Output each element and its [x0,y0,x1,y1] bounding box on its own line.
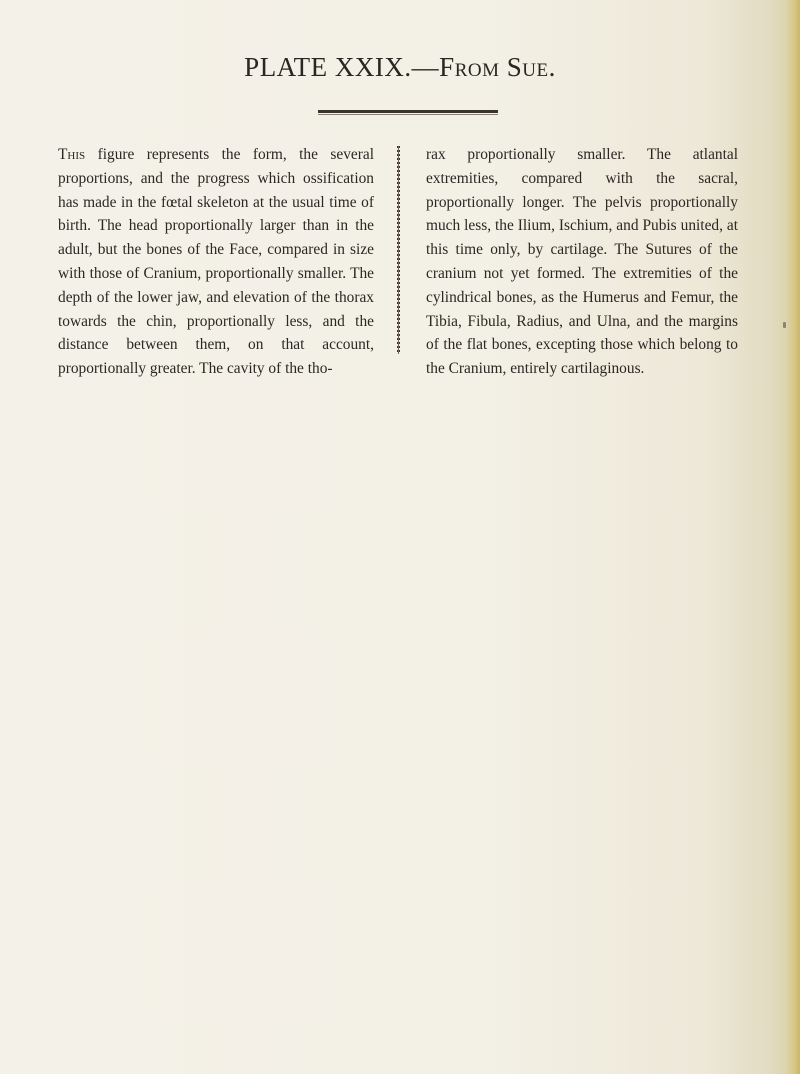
foxing-mark [783,322,786,328]
left-column-body: figure represents the form, the several proportions, and the progress which ossification has made in the fœtal skeleton at the usual time of birth. The head proportionally larger than in the adult, but the bones of the Face, compared in size with those of Cranium, proportionally smaller. The depth of the lower jaw, and elevation of the thorax towards the chin, proportionally less, and the distance between them, on that account, proportionally greater. The cavity of the tho- [58,146,374,378]
right-column-text [426,143,738,381]
title-dash: — [411,52,440,82]
plate-source: From Sue. [439,52,556,82]
column-divider [397,146,400,354]
plate-title [0,52,800,83]
right-column-body: rax proportionally smaller. The atlantal extremities, compared with the sacral, proportionally longer. The pelvis proportionally much less, the Ilium, Ischium, and Pubis united, at this time only, by cartilage. The Sutures of the cranium not yet formed. The extremities of the cylindrical bones, as the Humerus and Femur, the Tibia, Fibula, Radius, and Ulna, and the margins of the flat bones, excepting those which belong to the Cranium, entirely cartilaginous. [426,146,738,378]
lead-word: This [58,146,86,163]
left-column-text [58,143,374,381]
title-rule [318,110,498,113]
page-edge-binding [786,0,800,1074]
plate-number: PLATE XXIX. [244,52,412,82]
title-rule-thin [318,114,498,115]
